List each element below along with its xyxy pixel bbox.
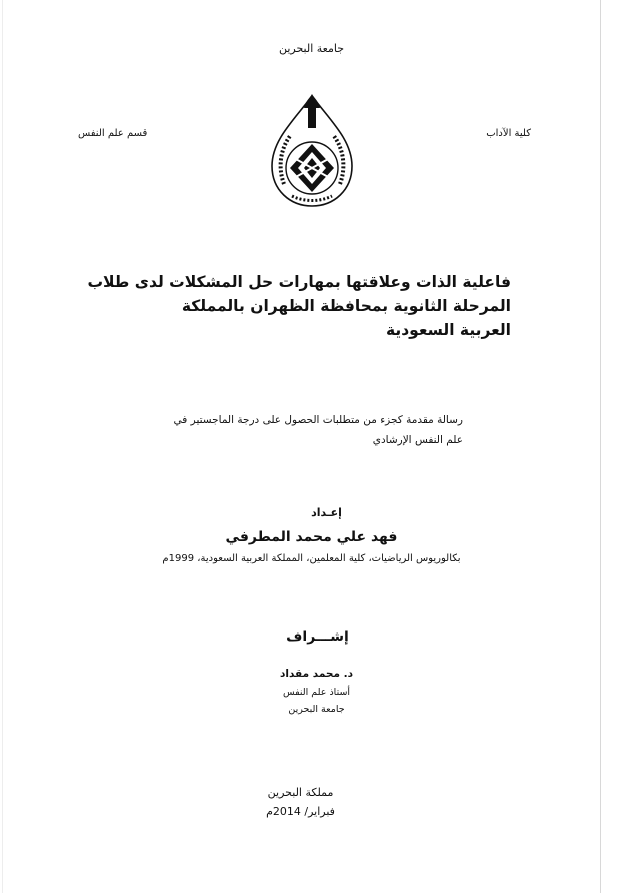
author-credentials: بكالوريوس الرياضيات، كلية المعلمين، المملكة العربية السعودية، 1999م [162, 553, 461, 564]
thesis-title-line-2: المرحلة الثانوية بمحافظة الظهران بالمملكة [181, 297, 511, 315]
department-name: قسم علم النفس [78, 128, 148, 139]
thesis-title-line-1: فاعلية الذات وعلاقتها بمهارات حل المشكلات لدى طلاب [87, 273, 511, 291]
supervisor-university: جامعة البحرين [288, 704, 345, 715]
university-seal-icon [264, 92, 360, 210]
supervision-label: إشـــراف [286, 629, 349, 645]
faculty-name: كلية الآداب [486, 128, 531, 139]
thesis-title-line-3: العربية السعودية [385, 321, 511, 339]
author-name: فهد علي محمد المطرفي [225, 529, 398, 545]
thesis-subtitle [174, 410, 463, 450]
submission-date: فبراير/ 2014م [266, 805, 335, 818]
supervisor-name: د. محمد مقداد [280, 668, 353, 680]
thesis-title [87, 270, 511, 342]
university-name: جامعة البحرين [278, 42, 345, 55]
thesis-subtitle-line-1: رسالة مقدمة كجزء من متطلبات الحصول على درجة الماجستير في [173, 414, 463, 426]
preparation-label: إعـداد [311, 506, 342, 519]
country-name: مملكة البحرين [267, 786, 334, 799]
thesis-subtitle-line-2: علم النفس الإرشادي [372, 434, 463, 446]
page-edge-left [2, 0, 3, 893]
supervisor-title: أستاذ علم النفس [282, 687, 351, 698]
page-edge-right [600, 0, 601, 893]
